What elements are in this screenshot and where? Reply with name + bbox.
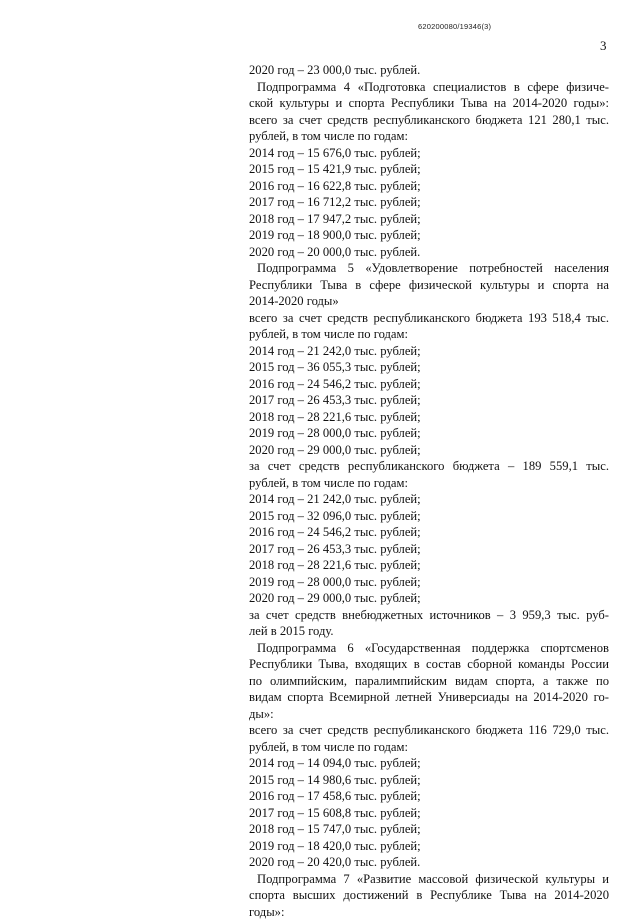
text-line: всего за счет средств республиканского бюджета 193 518,4 тыс.: [249, 310, 609, 327]
text-line: 2014 год – 21 242,0 тыс. рублей;: [249, 491, 609, 508]
text-line: Подпрограмма 6 «Государственная поддержка спортсменов: [249, 640, 609, 657]
text-line: 2018 год – 15 747,0 тыс. рублей;: [249, 821, 609, 838]
text-line: лей в 2015 году.: [249, 623, 609, 640]
text-line: всего за счет средств республиканского бюджета 121 280,1 тыс.: [249, 112, 609, 129]
text-line: годы»:: [249, 904, 609, 920]
text-line: 2017 год – 26 453,3 тыс. рублей;: [249, 541, 609, 558]
text-line: 2020 год – 29 000,0 тыс. рублей;: [249, 442, 609, 459]
text-line: по олимпийским, паралимпийским видам спорта, а также по: [249, 673, 609, 690]
text-line: ды»:: [249, 706, 609, 723]
document-body: [249, 62, 609, 920]
text-line: 2019 год – 18 420,0 тыс. рублей;: [249, 838, 609, 855]
text-line: 2014-2020 годы»: [249, 293, 609, 310]
text-line: 2015 год – 36 055,3 тыс. рублей;: [249, 359, 609, 376]
text-line: 2018 год – 28 221,6 тыс. рублей;: [249, 409, 609, 426]
text-line: 2019 год – 28 000,0 тыс. рублей;: [249, 425, 609, 442]
text-line: 2019 год – 28 000,0 тыс. рублей;: [249, 574, 609, 591]
text-line: 2016 год – 17 458,6 тыс. рублей;: [249, 788, 609, 805]
text-line: 2020 год – 20 420,0 тыс. рублей.: [249, 854, 609, 871]
text-line: за счет средств республиканского бюджета – 189 559,1 тыс.: [249, 458, 609, 475]
text-line: 2020 год – 23 000,0 тыс. рублей.: [249, 62, 609, 79]
text-line: 2018 год – 28 221,6 тыс. рублей;: [249, 557, 609, 574]
text-line: ской культуры и спорта Республики Тыва на 2014-2020 годы»:: [249, 95, 609, 112]
text-line: всего за счет средств республиканского бюджета 116 729,0 тыс.: [249, 722, 609, 739]
text-line: Подпрограмма 7 «Развитие массовой физической культуры и: [249, 871, 609, 888]
text-line: 2017 год – 26 453,3 тыс. рублей;: [249, 392, 609, 409]
text-line: 2019 год – 18 900,0 тыс. рублей;: [249, 227, 609, 244]
text-line: 2017 год – 16 712,2 тыс. рублей;: [249, 194, 609, 211]
text-line: спорта высших достижений в Республике Тыва на 2014-2020: [249, 887, 609, 904]
text-line: 2018 год – 17 947,2 тыс. рублей;: [249, 211, 609, 228]
text-line: 2015 год – 15 421,9 тыс. рублей;: [249, 161, 609, 178]
text-line: 2014 год – 14 094,0 тыс. рублей;: [249, 755, 609, 772]
text-line: рублей, в том числе по годам:: [249, 739, 609, 756]
text-line: 2014 год – 21 242,0 тыс. рублей;: [249, 343, 609, 360]
text-line: рублей, в том числе по годам:: [249, 326, 609, 343]
text-line: 2016 год – 24 546,2 тыс. рублей;: [249, 524, 609, 541]
text-line: за счет средств внебюджетных источников – 3 959,3 тыс. руб-: [249, 607, 609, 624]
text-line: рублей, в том числе по годам:: [249, 128, 609, 145]
text-line: 2015 год – 32 096,0 тыс. рублей;: [249, 508, 609, 525]
text-line: видам спорта Всемирной летней Универсиады на 2014-2020 го-: [249, 689, 609, 706]
text-line: 2016 год – 24 546,2 тыс. рублей;: [249, 376, 609, 393]
text-line: 2017 год – 15 608,8 тыс. рублей;: [249, 805, 609, 822]
text-line: 2014 год – 15 676,0 тыс. рублей;: [249, 145, 609, 162]
text-line: Республики Тыва, входящих в состав сборной команды России: [249, 656, 609, 673]
text-line: Республики Тыва в сфере физической культуры и спорта на: [249, 277, 609, 294]
document-id: 620200080/19346(3): [418, 22, 491, 31]
text-line: Подпрограмма 5 «Удовлетворение потребностей населения: [249, 260, 609, 277]
text-line: 2016 год – 16 622,8 тыс. рублей;: [249, 178, 609, 195]
text-line: 2015 год – 14 980,6 тыс. рублей;: [249, 772, 609, 789]
text-line: 2020 год – 29 000,0 тыс. рублей;: [249, 590, 609, 607]
text-line: рублей, в том числе по годам:: [249, 475, 609, 492]
page-number: 3: [600, 38, 607, 54]
text-line: Подпрограмма 4 «Подготовка специалистов в сфере физиче-: [249, 79, 609, 96]
text-line: 2020 год – 20 000,0 тыс. рублей.: [249, 244, 609, 261]
